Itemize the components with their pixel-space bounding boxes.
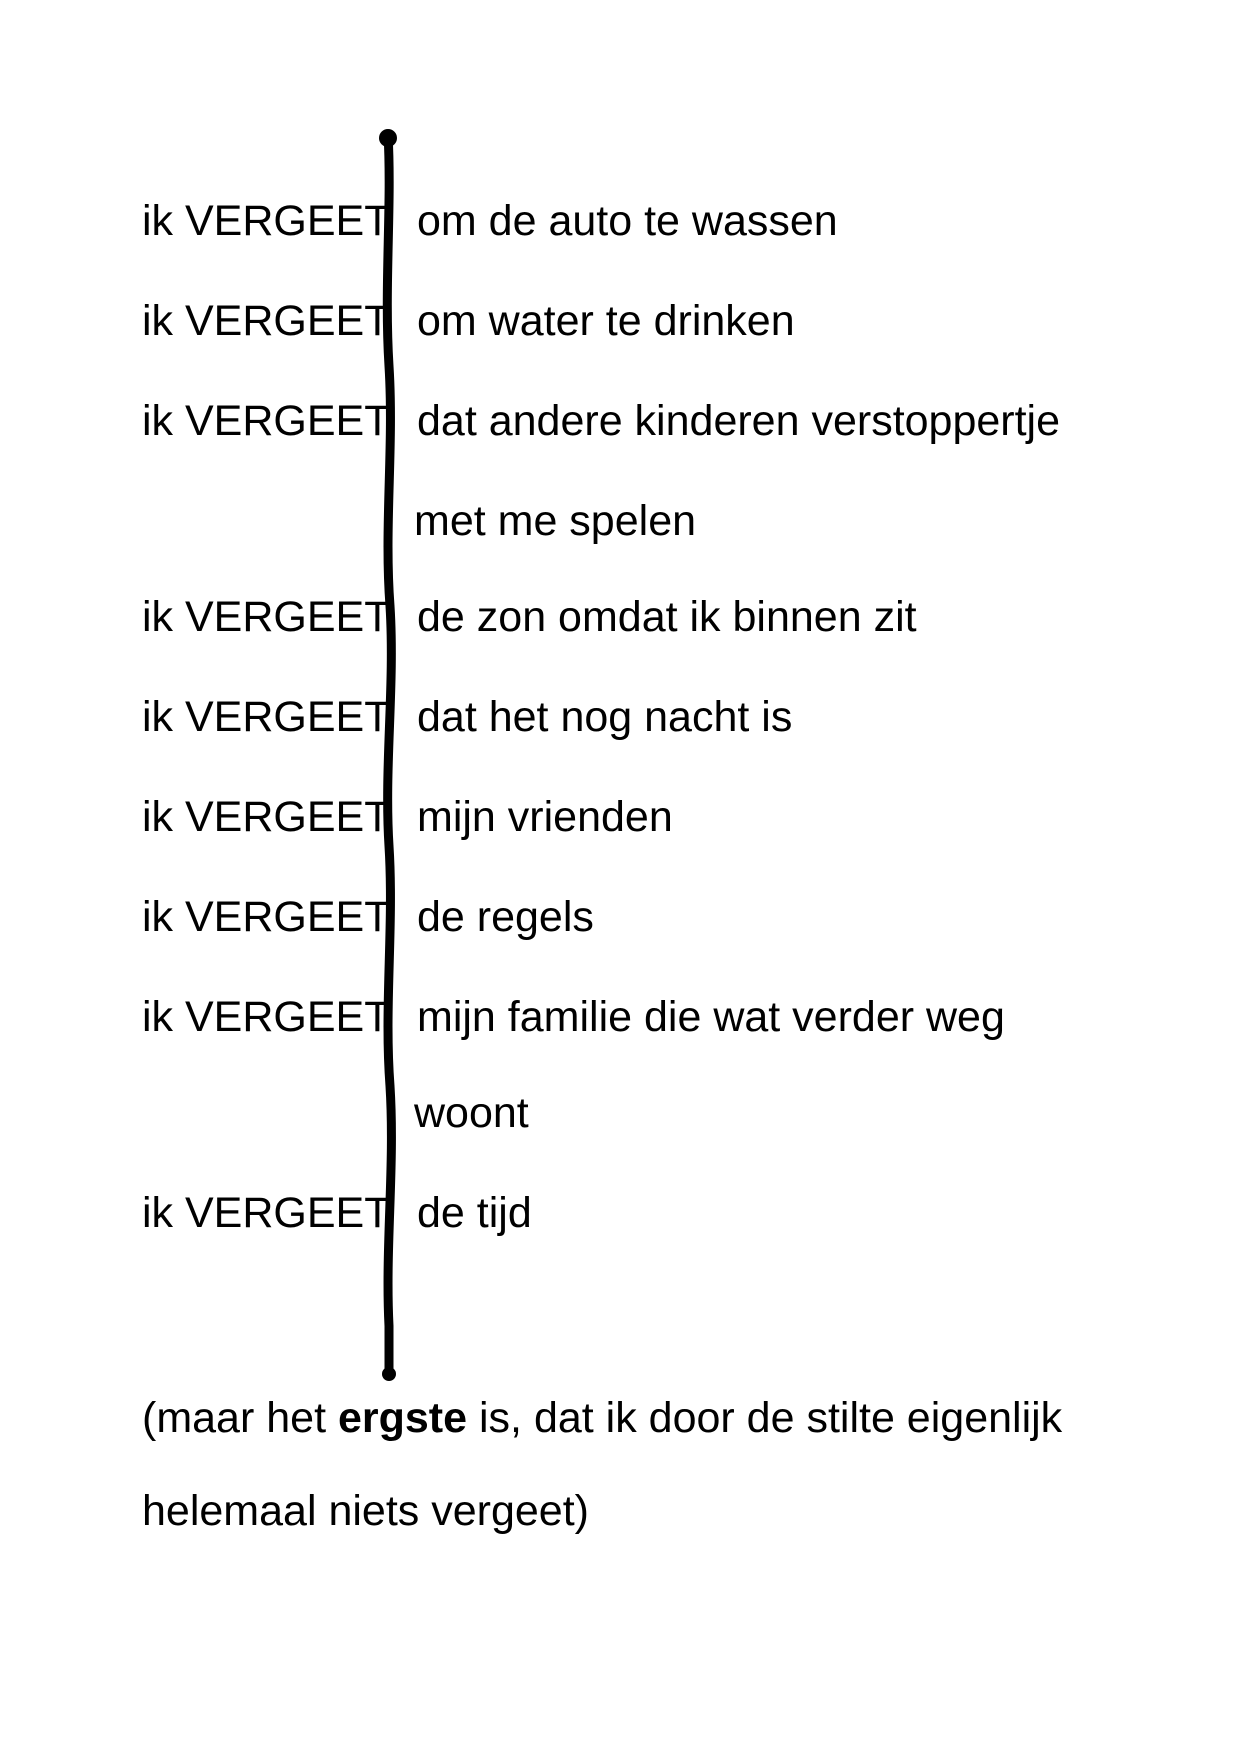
footnote-text-start: (maar het (142, 1394, 338, 1442)
refrain-3: ik VERGEET (142, 397, 391, 445)
poem-line-5: dat het nog nacht is (417, 693, 793, 741)
footnote-line-2: helemaal niets vergeet) (142, 1487, 589, 1535)
poem-line-2: om water te drinken (417, 297, 795, 345)
refrain-5: ik VERGEET (142, 693, 391, 741)
poem-line-1: om de auto te wassen (417, 197, 838, 245)
refrain-8: ik VERGEET (142, 993, 391, 1041)
poem-line-9: de tijd (417, 1189, 532, 1237)
poem-line-3-continued: met me spelen (414, 497, 697, 545)
poem-line-6: mijn vrienden (417, 793, 673, 841)
poem-line-8-continued: woont (414, 1089, 529, 1137)
poem-line-7: de regels (417, 893, 594, 941)
refrain-6: ik VERGEET (142, 793, 391, 841)
refrain-9: ik VERGEET (142, 1189, 391, 1237)
refrain-4: ik VERGEET (142, 593, 391, 641)
footnote-line-1 (142, 1393, 1062, 1443)
footnote-emphasis: ergste (337, 1394, 468, 1442)
refrain-2: ik VERGEET (142, 297, 391, 345)
poem-line-3: dat andere kinderen verstoppertje (417, 397, 1061, 445)
footnote-text-end: is, dat ik door de stilte eigenlijk (467, 1394, 1063, 1442)
poem-line-8: mijn familie die wat verder weg (417, 993, 1005, 1041)
refrain-7: ik VERGEET (142, 893, 391, 941)
refrain-1: ik VERGEET (142, 197, 391, 245)
poem-line-4: de zon omdat ik binnen zit (417, 593, 917, 641)
